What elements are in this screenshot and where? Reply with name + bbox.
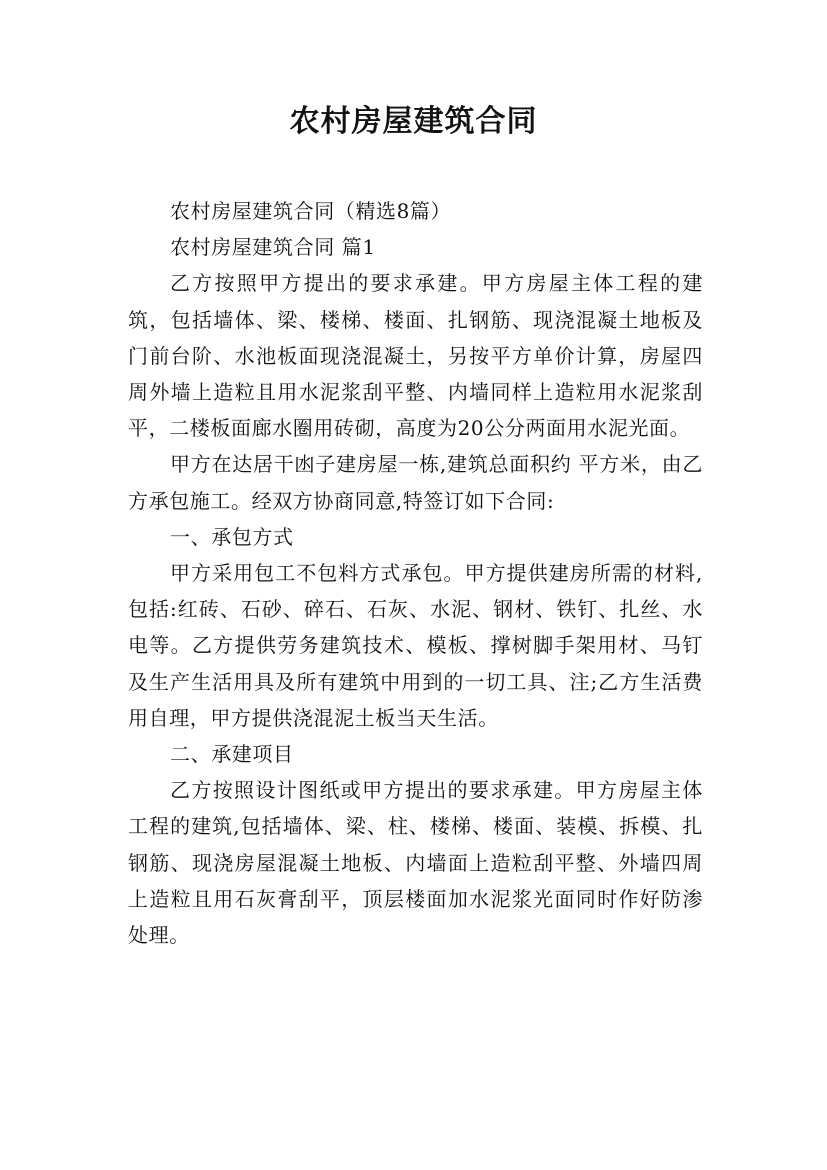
paragraph-body: 甲方在达居干凼子建房屋一栋,建筑总面积约 平方米，由乙方承包施工。经双方协商同意,特签订如下合同: [128, 452, 703, 513]
paragraph-body: 乙方按照甲方提出的要求承建。甲方房屋主体工程的建筑，包括墙体、梁、楼梯、楼面、扎钢筋、现浇混凝土地板及门前台阶、水池板面现浇混凝土，另按平方单价计算，房屋四周外墙上造粒且用水泥浆刮平整、内墙同样上造粒用水泥浆刮平，二楼板面廊水圈用砖砌，高度为20公分两面用水泥光面。 [128, 271, 703, 441]
paragraph-section-heading: 农村房屋建筑合同 篇1 [170, 235, 376, 260]
paragraph-subtitle: 农村房屋建筑合同（精选8篇） [170, 199, 452, 223]
paragraph-heading-contract-method: 一、承包方式 [170, 524, 294, 549]
document-title: 农村房屋建筑合同 [289, 104, 538, 139]
document-body [128, 193, 703, 953]
paragraph-body: 乙方按照设计图纸或甲方提出的要求承建。甲方房屋主体工程的建筑,包括墙体、梁、柱、楼梯、楼面、装模、拆模、扎钢筋、现浇房屋混凝土地板、内墙面上造粒刮平整、外墙四周上造粒且用石灰膏刮平，顶层楼面加水泥浆光面同时作好防渗处理。 [128, 778, 703, 948]
paragraph-heading-projects: 二、承建项目 [170, 742, 294, 767]
paragraph-body: 甲方采用包工不包料方式承包。甲方提供建房所需的材料,包括:红砖、石砂、碎石、石灰、水泥、钢材、铁钉、扎丝、水电等。乙方提供劳务建筑技术、模板、撑树脚手架用材、马钉及生产生活用具及所有建筑中用到的一切工具、注;乙方生活费用自理，甲方提供浇混泥土板当天生活。 [128, 561, 703, 730]
